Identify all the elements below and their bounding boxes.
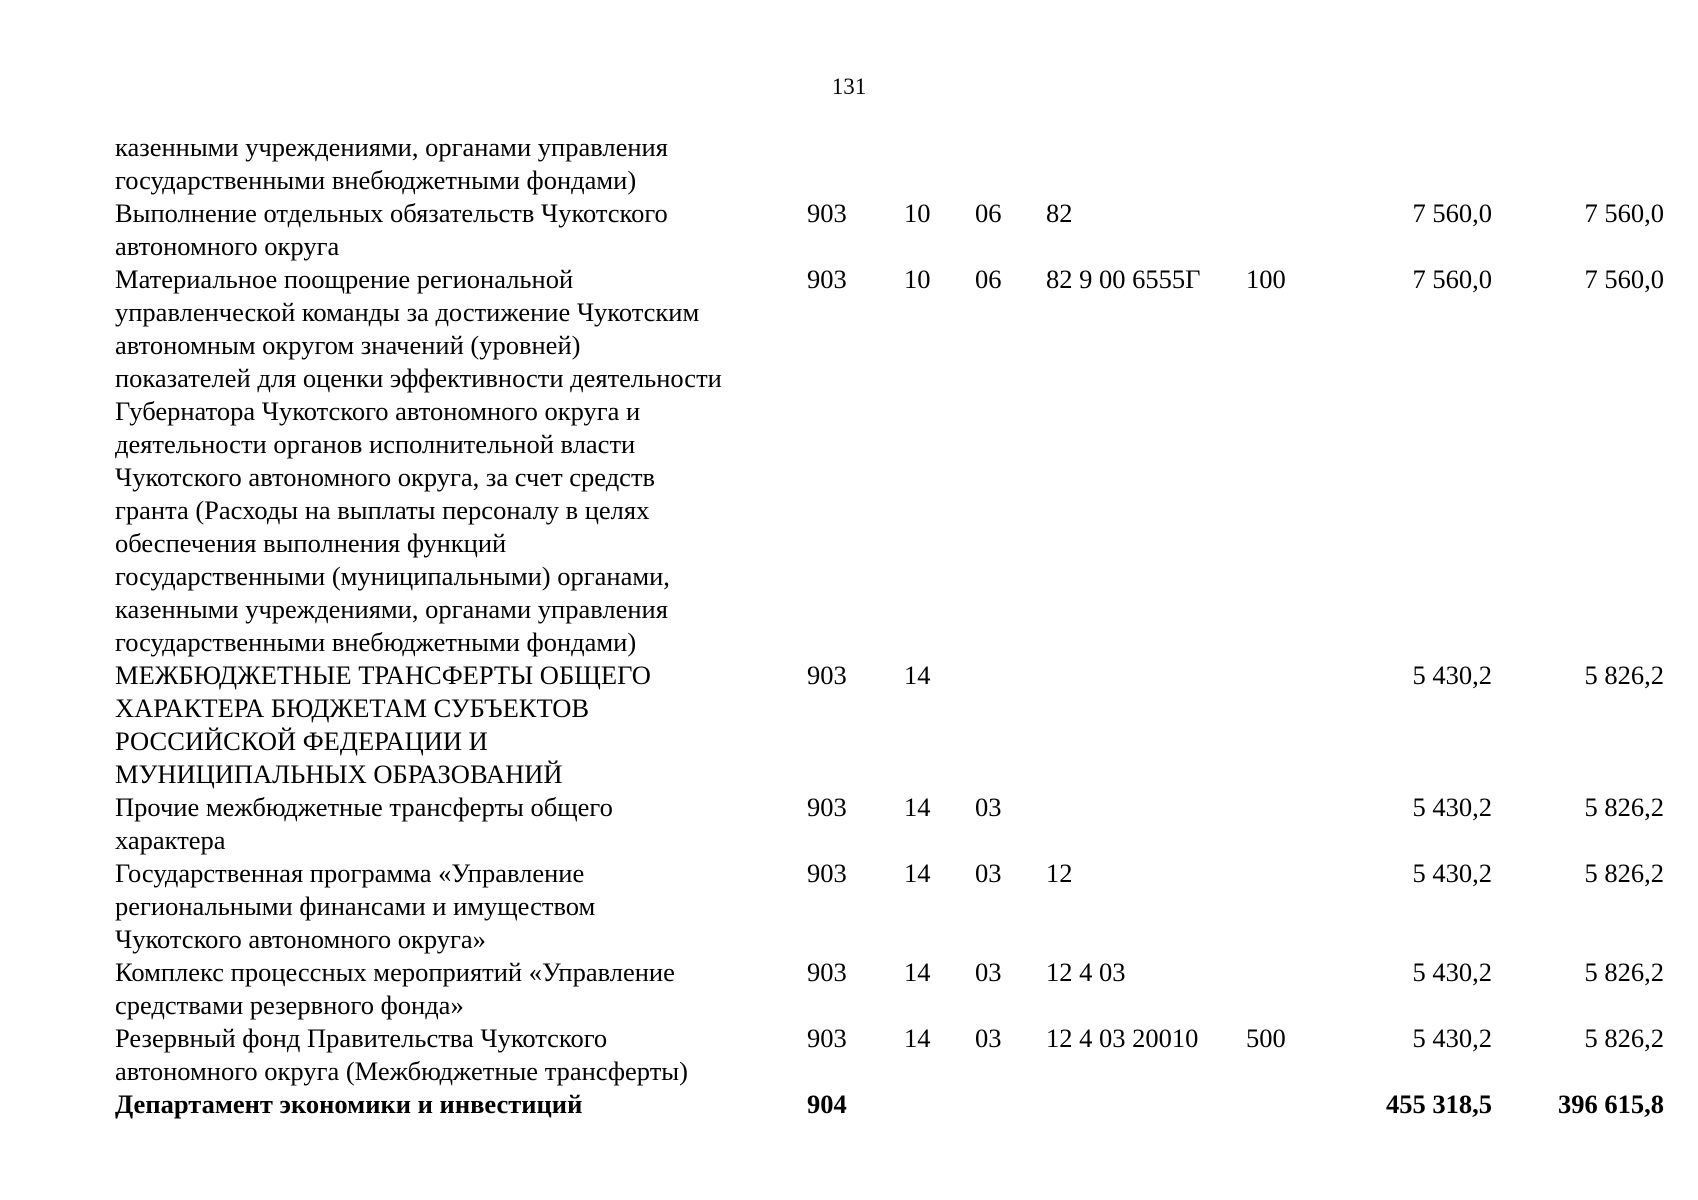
table-row bbox=[115, 857, 1664, 956]
budget-table bbox=[115, 131, 1664, 1121]
item-name-line: обеспечения выполнения функций bbox=[115, 528, 507, 558]
item-name-line: МЕЖБЮДЖЕТНЫЕ ТРАНСФЕРТЫ ОБЩЕГО bbox=[115, 660, 651, 690]
item-name-cell bbox=[115, 956, 792, 1022]
item-name-line: государственными внебюджетными фондами) bbox=[115, 627, 637, 657]
subsection-cell: 03 bbox=[975, 858, 1002, 888]
subsection-cell: 03 bbox=[975, 1023, 1002, 1053]
target-article-cell bbox=[1046, 791, 1246, 857]
ved-cell bbox=[792, 131, 904, 197]
expense-type-cell bbox=[1246, 857, 1342, 956]
item-name-line: Чукотского автономного округа, за счет средств bbox=[115, 462, 656, 492]
item-name-line: Прочие межбюджетные трансферты общего bbox=[115, 792, 613, 822]
item-name-line: ХАРАКТЕРА БЮДЖЕТАМ СУБЪЕКТОВ bbox=[115, 693, 590, 723]
expense-type-cell bbox=[1246, 659, 1342, 791]
item-name-line: характера bbox=[115, 825, 226, 855]
item-name-line: МУНИЦИПАЛЬНЫХ ОБРАЗОВАНИЙ bbox=[115, 759, 563, 789]
item-name-line: деятельности органов исполнительной власти bbox=[115, 429, 636, 459]
amount-year1-cell: 5 430,2 bbox=[1412, 858, 1492, 888]
section-cell: 14 bbox=[904, 858, 931, 888]
target-article-cell: 82 9 00 6555Г bbox=[1046, 264, 1201, 294]
target-article-cell bbox=[1046, 659, 1246, 791]
subsection-cell bbox=[975, 659, 1046, 791]
amount-year1-cell bbox=[1342, 131, 1492, 197]
item-name-line: Государственная программа «Управление bbox=[115, 858, 585, 888]
ved-cell: 903 bbox=[807, 792, 847, 822]
item-name-line: государственными (муниципальными) органами, bbox=[115, 561, 670, 591]
item-name-cell bbox=[115, 131, 792, 197]
expense-type-cell bbox=[1246, 131, 1342, 197]
expense-type-cell: 500 bbox=[1246, 1023, 1286, 1053]
amount-year1-cell: 7 560,0 bbox=[1412, 264, 1492, 294]
ved-cell: 903 bbox=[807, 198, 847, 228]
item-name-cell bbox=[115, 1088, 792, 1121]
ved-cell: 903 bbox=[807, 264, 847, 294]
subsection-cell: 03 bbox=[975, 957, 1002, 987]
section-cell: 10 bbox=[904, 198, 931, 228]
amount-year2-cell: 7 560,0 bbox=[1584, 264, 1664, 294]
subsection-cell: 06 bbox=[975, 264, 1002, 294]
item-name-line: казенными учреждениями, органами управления bbox=[115, 594, 668, 624]
ved-cell: 903 bbox=[807, 660, 847, 690]
item-name-cell bbox=[115, 1022, 792, 1088]
section-cell: 14 bbox=[904, 1023, 931, 1053]
amount-year1-cell: 5 430,2 bbox=[1412, 1023, 1492, 1053]
table-row bbox=[115, 791, 1664, 857]
amount-year2-cell: 396 615,8 bbox=[1558, 1089, 1664, 1119]
ved-cell: 903 bbox=[807, 1023, 847, 1053]
table-row bbox=[115, 197, 1664, 263]
table-row bbox=[115, 659, 1664, 791]
section-cell: 14 bbox=[904, 957, 931, 987]
item-name-line: автономным округом значений (уровней) bbox=[115, 330, 581, 360]
item-name-cell bbox=[115, 263, 792, 659]
amount-year1-cell: 455 318,5 bbox=[1386, 1089, 1492, 1119]
section-cell: 14 bbox=[904, 660, 931, 690]
expense-type-cell bbox=[1246, 956, 1342, 1022]
item-name-line: казенными учреждениями, органами управления bbox=[115, 132, 668, 162]
item-name-line: средствами резервного фонда» bbox=[115, 990, 464, 1020]
page-number: 131 bbox=[831, 74, 867, 99]
subsection-cell: 06 bbox=[975, 198, 1002, 228]
table-row bbox=[115, 263, 1664, 659]
amount-year1-cell: 7 560,0 bbox=[1412, 198, 1492, 228]
target-article-cell: 12 4 03 20010 bbox=[1046, 1023, 1199, 1053]
table-row bbox=[115, 1022, 1664, 1088]
item-name-line: гранта (Расходы на выплаты персоналу в целях bbox=[115, 495, 650, 525]
expense-type-cell bbox=[1246, 197, 1342, 263]
budget-table-body bbox=[115, 131, 1664, 1121]
item-name-cell bbox=[115, 659, 792, 791]
table-row bbox=[115, 131, 1664, 197]
item-name-line: Чукотского автономного округа» bbox=[115, 924, 486, 954]
item-name-line: автономного округа (Межбюджетные трансферты) bbox=[115, 1056, 688, 1086]
expense-type-cell bbox=[1246, 791, 1342, 857]
amount-year2-cell: 5 826,2 bbox=[1584, 957, 1664, 987]
amount-year1-cell: 5 430,2 bbox=[1412, 660, 1492, 690]
item-name-line: Выполнение отдельных обязательств Чукотского bbox=[115, 198, 668, 228]
item-name-cell bbox=[115, 197, 792, 263]
amount-year1-cell: 5 430,2 bbox=[1412, 792, 1492, 822]
target-article-cell bbox=[1046, 1088, 1246, 1121]
section-cell: 10 bbox=[904, 264, 931, 294]
item-name-cell bbox=[115, 791, 792, 857]
item-name-line: Губернатора Чукотского автономного округа и bbox=[115, 396, 641, 426]
ved-cell: 903 bbox=[807, 957, 847, 987]
section-cell bbox=[904, 1088, 975, 1121]
table-row bbox=[115, 1088, 1664, 1121]
amount-year2-cell: 5 826,2 bbox=[1584, 858, 1664, 888]
target-article-cell: 12 bbox=[1046, 858, 1073, 888]
item-name-cell bbox=[115, 857, 792, 956]
item-name-line: Комплекс процессных мероприятий «Управление bbox=[115, 957, 675, 987]
subsection-cell bbox=[975, 1088, 1046, 1121]
table-row bbox=[115, 956, 1664, 1022]
section-cell bbox=[904, 131, 975, 197]
item-name-line: Резервный фонд Правительства Чукотского bbox=[115, 1023, 608, 1053]
amount-year2-cell: 5 826,2 bbox=[1584, 792, 1664, 822]
target-article-cell: 12 4 03 bbox=[1046, 957, 1126, 987]
item-name-line: Департамент экономики и инвестиций bbox=[115, 1089, 583, 1119]
amount-year2-cell: 5 826,2 bbox=[1584, 1023, 1664, 1053]
amount-year2-cell: 5 826,2 bbox=[1584, 660, 1664, 690]
item-name-line: Материальное поощрение региональной bbox=[115, 264, 574, 294]
item-name-line: государственными внебюджетными фондами) bbox=[115, 165, 637, 195]
expense-type-cell: 100 bbox=[1246, 264, 1286, 294]
ved-cell: 903 bbox=[807, 858, 847, 888]
amount-year2-cell bbox=[1492, 131, 1664, 197]
target-article-cell bbox=[1046, 131, 1246, 197]
item-name-line: региональными финансами и имуществом bbox=[115, 891, 596, 921]
subsection-cell bbox=[975, 131, 1046, 197]
amount-year1-cell: 5 430,2 bbox=[1412, 957, 1492, 987]
target-article-cell: 82 bbox=[1046, 198, 1073, 228]
section-cell: 14 bbox=[904, 792, 931, 822]
item-name-line: управленческой команды за достижение Чукотским bbox=[115, 297, 700, 327]
ved-cell: 904 bbox=[807, 1089, 847, 1119]
expense-type-cell bbox=[1246, 1088, 1342, 1121]
item-name-line: автономного округа bbox=[115, 231, 340, 261]
item-name-line: показателей для оценки эффективности деятельности bbox=[115, 363, 722, 393]
amount-year2-cell: 7 560,0 bbox=[1584, 198, 1664, 228]
subsection-cell: 03 bbox=[975, 792, 1002, 822]
item-name-line: РОССИЙСКОЙ ФЕДЕРАЦИИ И bbox=[115, 726, 488, 756]
